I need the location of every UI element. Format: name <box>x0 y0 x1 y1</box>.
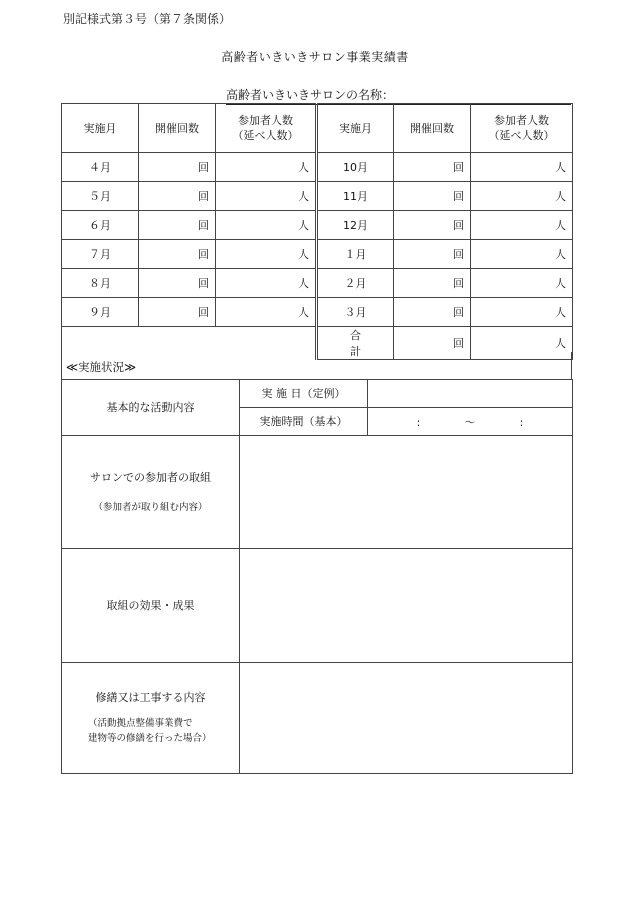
table-row <box>62 211 573 240</box>
table-row <box>62 240 573 269</box>
participants-cell[interactable]: 人 <box>216 182 317 211</box>
participants-cell[interactable]: 人 <box>471 182 573 211</box>
salon-name-label: 高齢者いきいきサロンの名称： <box>226 88 395 102</box>
month-cell: 11月 <box>317 182 394 211</box>
header-month-right: 実施月 <box>317 104 394 153</box>
header-participants-line1: 参加者人数 <box>238 114 293 127</box>
monthly-table-header <box>62 104 573 153</box>
header-month-left: 実施月 <box>62 104 139 153</box>
effects-field[interactable] <box>240 549 573 663</box>
count-cell[interactable]: 回 <box>139 182 216 211</box>
month-cell: ９月 <box>62 298 139 327</box>
repair-note <box>68 716 233 746</box>
header-count-left: 開催回数 <box>139 104 216 153</box>
month-cell: 12月 <box>317 211 394 240</box>
participants-cell[interactable]: 人 <box>471 240 573 269</box>
status-heading-box <box>61 352 572 379</box>
basic-activity-label: 基本的な活動内容 <box>62 380 240 436</box>
repair-note-line1: （活動拠点整備事業費で <box>88 718 193 729</box>
participant-effort-title: サロンでの参加者の取組 <box>90 470 211 484</box>
month-cell: ４月 <box>62 153 139 182</box>
date-value-field[interactable] <box>368 380 573 408</box>
monthly-results-table <box>61 103 573 360</box>
count-cell[interactable]: 回 <box>139 269 216 298</box>
table-row <box>62 436 573 549</box>
count-cell[interactable]: 回 <box>139 240 216 269</box>
participants-cell[interactable]: 人 <box>471 298 573 327</box>
repair-label <box>62 663 240 774</box>
participants-cell[interactable]: 人 <box>216 298 317 327</box>
table-row <box>62 549 573 663</box>
header-participants-line2: （延べ人数） <box>232 129 299 142</box>
date-label: 実 施 日（定例） <box>240 380 368 408</box>
participants-cell[interactable]: 人 <box>216 211 317 240</box>
status-heading: ≪実施状況≫ <box>66 360 137 374</box>
repair-title: 修繕又は工事する内容 <box>95 691 206 704</box>
repair-note-line2: 建物等の修繕を行った場合） <box>88 733 212 744</box>
time-value-field[interactable] <box>368 408 573 436</box>
total-label: 合計 <box>317 327 394 360</box>
table-row <box>62 269 573 298</box>
repair-field[interactable] <box>240 663 573 774</box>
month-cell: ７月 <box>62 240 139 269</box>
table-row <box>62 182 573 211</box>
table-row <box>62 153 573 182</box>
count-cell[interactable]: 回 <box>394 269 471 298</box>
month-cell: ６月 <box>62 211 139 240</box>
participants-cell[interactable]: 人 <box>216 240 317 269</box>
time-label: 実施時間（基本） <box>240 408 368 436</box>
participants-cell[interactable]: 人 <box>216 269 317 298</box>
header-participants-line1: 参加者人数 <box>494 114 549 127</box>
participant-effort-field[interactable] <box>240 436 573 549</box>
table-row <box>62 663 573 774</box>
total-participants-cell[interactable]: 人 <box>471 327 573 360</box>
count-cell[interactable]: 回 <box>394 211 471 240</box>
table-row <box>62 298 573 327</box>
month-cell: ３月 <box>317 298 394 327</box>
header-count-right: 開催回数 <box>394 104 471 153</box>
month-cell: １月 <box>317 240 394 269</box>
time-tilde: 〜 <box>464 415 476 429</box>
count-cell[interactable]: 回 <box>139 211 216 240</box>
header-participants-left <box>216 104 317 153</box>
header-participants-right <box>471 104 573 153</box>
month-cell: 10月 <box>317 153 394 182</box>
table-row <box>62 380 573 408</box>
participant-effort-note: （参加者が取り組む内容） <box>93 501 208 513</box>
header-participants-line2: （延べ人数） <box>488 129 555 142</box>
participants-cell[interactable]: 人 <box>471 269 573 298</box>
participant-effort-label <box>62 436 240 549</box>
effects-label: 取組の効果・成果 <box>62 549 240 663</box>
participants-cell[interactable]: 人 <box>471 211 573 240</box>
month-cell: ５月 <box>62 182 139 211</box>
time-start-colon: : <box>416 415 421 429</box>
count-cell[interactable]: 回 <box>139 298 216 327</box>
form-number: 別記様式第３号（第７条関係） <box>63 12 232 26</box>
count-cell[interactable]: 回 <box>394 240 471 269</box>
participants-cell[interactable]: 人 <box>216 153 317 182</box>
participants-cell[interactable]: 人 <box>471 153 573 182</box>
count-cell[interactable]: 回 <box>394 153 471 182</box>
month-cell: ８月 <box>62 269 139 298</box>
time-end-colon: : <box>519 415 524 429</box>
count-cell[interactable]: 回 <box>394 182 471 211</box>
document-title: 高齢者いきいきサロン事業実績書 <box>221 50 409 64</box>
total-count-cell[interactable]: 回 <box>394 327 471 360</box>
count-cell[interactable]: 回 <box>139 153 216 182</box>
count-cell[interactable]: 回 <box>394 298 471 327</box>
activity-status-table <box>61 379 573 774</box>
month-cell: ２月 <box>317 269 394 298</box>
